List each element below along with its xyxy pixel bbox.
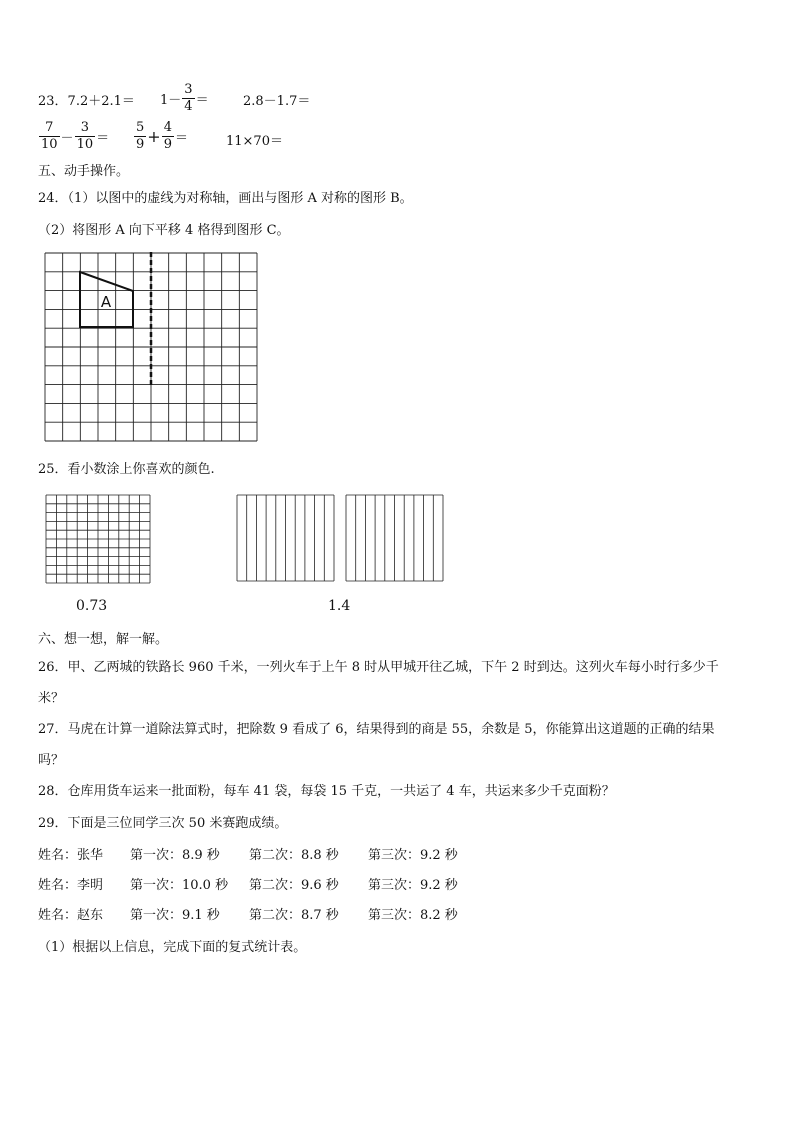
section-5-heading: 五、动手操作。: [38, 164, 130, 179]
q29-third: 第三次：8.2 秒: [368, 908, 458, 923]
q29-first: 第一次：10.0 秒: [130, 878, 229, 893]
q29-second: 第二次：8.8 秒: [249, 848, 339, 863]
q23-item-5: $\frac{5}{9}$ + $\frac{4}{9}$ ＝: [136, 120, 188, 152]
q25-title: 25．看小数涂上你喜欢的颜色.: [38, 462, 215, 477]
grid-lines: [45, 253, 257, 441]
q29-third: 第三次：9.2 秒: [368, 878, 458, 893]
q29-name: 姓名：张华: [38, 848, 104, 863]
q29-name: 姓名：李明: [38, 878, 104, 893]
q24-part2: （2）将图形 A 向下平移 4 格得到图形 C。: [38, 223, 290, 238]
q23-item-1: 23．7.2＋2.1＝: [38, 94, 135, 109]
fraction: $\frac{3}{10}$: [76, 120, 94, 152]
tenths-strip-right: [345, 494, 444, 582]
q29-second: 第二次：9.6 秒: [249, 878, 339, 893]
q29-name: 姓名：赵东: [38, 908, 104, 923]
fraction: $\frac{5}{9}$: [136, 120, 145, 152]
q25-label-right: 1.4: [328, 598, 351, 614]
q29-title: 29．下面是三位同学三次 50 米赛跑成绩。: [38, 816, 288, 831]
q26-line2: 米？: [38, 691, 65, 706]
shape-a-label: A: [100, 293, 112, 311]
section-6-heading: 六、想一想，解一解。: [38, 632, 169, 647]
fraction: $\frac{7}{10}$: [41, 120, 58, 152]
q29-second: 第二次：8.7 秒: [249, 908, 339, 923]
q24-part1: 24．（1）以图中的虚线为对称轴，画出与图形 A 对称的图形 B。: [38, 191, 413, 206]
q23-item-6: 11×70＝: [226, 134, 283, 149]
q23-item-4: $\frac{7}{10}$ － $\frac{3}{10}$ ＝: [41, 120, 110, 152]
q24-grid-figure: [44, 252, 258, 442]
q27-line1: 27．马虎在计算一道除法算式时，把除数 9 看成了 6，结果得到的商是 55，余数是 5，你能算出这道题的正确的结果: [38, 722, 715, 737]
q27-line2: 吗？: [38, 753, 65, 768]
q29-third: 第三次：9.2 秒: [368, 848, 458, 863]
q23-item-3: 2.8－1.7＝: [243, 94, 311, 109]
hundredths-grid: [45, 494, 151, 584]
q26-line1: 26．甲、乙两城的铁路长 960 千米，一列火车于上午 8 时从甲城开往乙城，下午 2 时到达。这列火车每小时行多少千: [38, 660, 719, 675]
q29-part1: （1）根据以上信息，完成下面的复式统计表。: [38, 940, 307, 955]
tenths-strip-left: [236, 494, 335, 582]
fraction: $\frac{3}{4}$: [184, 82, 193, 114]
q23-item-2: 1－ $\frac{3}{4}$ ＝: [160, 82, 209, 114]
q29-first: 第一次：8.9 秒: [130, 848, 220, 863]
q29-first: 第一次：9.1 秒: [130, 908, 220, 923]
q28-text: 28．仓库用货车运来一批面粉，每车 41 袋，每袋 15 千克，一共运了 4 车，共运来多少千克面粉？: [38, 784, 615, 799]
fraction: $\frac{4}{9}$: [163, 120, 172, 152]
q25-label-left: 0.73: [76, 598, 108, 614]
